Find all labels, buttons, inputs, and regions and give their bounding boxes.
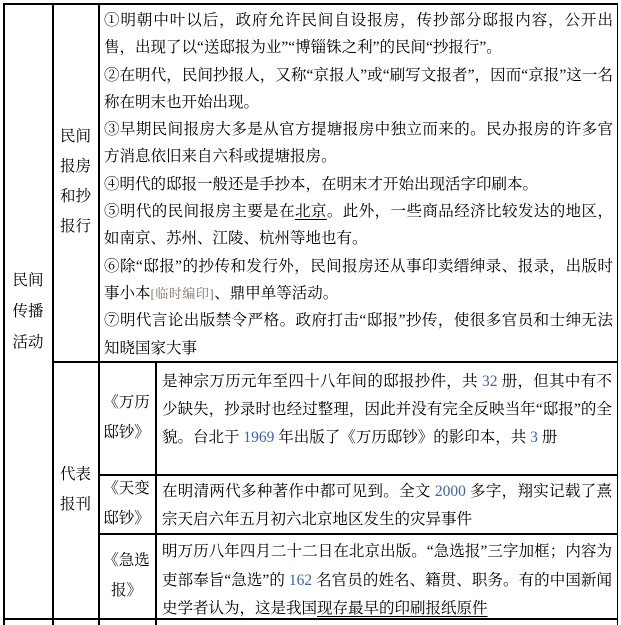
paper-name-line: 邸钞》 (103, 509, 150, 527)
group-label-line: 活动 (12, 333, 44, 351)
numbered-item-7 (104, 307, 613, 362)
section-label-cell-representative-papers (53, 362, 98, 617)
text-segment: 在明清两代多种著作中都可见到。全文 (162, 483, 435, 500)
text-segment: ⑤明代的民间报房主要是在 (104, 203, 296, 221)
text-segment: ②在明代，民间抄报人，又称“京报人”或“刷写文报者”，因而“京报”这一名称在明末也开始出现。 (104, 66, 613, 111)
text-segment: ⑥除“邸报”的抄传和发行外，民间报房还从事印卖缙绅录、报录，出版时事小本 (104, 257, 613, 302)
numeric-value: 1969 (243, 429, 275, 446)
paper-desc-cell-tianbian-dichao (162, 478, 612, 533)
text-segment: ④明代的邸报一般还是手抄本，在明末才开始出现活字印刷本。 (104, 175, 539, 193)
paper-name-cell-jixuanbao (99, 534, 154, 618)
numbered-item-2 (104, 62, 613, 117)
text-segment: ③早期民间报房大多是从官方提塘报房中独立而来的。民办报房的许多官方消息依旧来自六科或提塘报房。 (104, 121, 613, 166)
text-segment: 是神宗万历元年至四十八年间的邸报抄件，共 (162, 373, 483, 390)
underlined-text: 北京 (295, 203, 327, 221)
paper-name-cell-tianbian-dichao (99, 475, 154, 532)
numeric-value: 3 (530, 429, 538, 446)
paper-name-cell-wanli-dichao (99, 362, 154, 473)
numbered-item-3 (104, 116, 613, 171)
text-segment: 册 (537, 429, 558, 446)
numbered-item-1 (104, 7, 613, 62)
paper-name-line: 《天变 (103, 479, 150, 497)
numeric-value: 32 (482, 373, 498, 390)
numbered-item-5 (104, 198, 613, 253)
section-label-cell-private-newsrooms (53, 4, 98, 360)
label-line: 代表 (59, 465, 91, 483)
text-segment: 明万历八年四月二十二日在北京出版。“急选报”三字加框；内容为吏部奉旨“急选”的 (162, 543, 612, 589)
group-label-line: 传播 (12, 302, 44, 320)
paper-name-line: 邸钞》 (103, 423, 150, 441)
text-segment: ①明朝中叶以后，政府允许民间自设报房，传抄部分邸报内容，公开出售，出现了以“送邸报为业”“博锱铢之利”的民间“抄报行”。 (104, 12, 613, 57)
text-segment: 、鼎甲单等活动。 (214, 284, 339, 302)
label-line: 报房 (59, 158, 91, 175)
numbered-item-6 (104, 253, 613, 308)
row-divider-2 (98, 474, 618, 476)
inline-annotation: [临时编印] (150, 285, 215, 301)
row-group-cell-folk-communication (4, 4, 52, 618)
text-segment: 名官员的姓名、籍贯、职务。有的中国新闻史学者认为，这是我国 (162, 571, 612, 617)
group-label-line: 民间 (12, 271, 44, 289)
label-line: 和抄 (59, 188, 91, 205)
numeric-value: 162 (288, 571, 313, 589)
row-divider-3 (98, 533, 618, 535)
label-line: 报刊 (59, 495, 91, 513)
paper-name-line: 《万历 (103, 393, 150, 411)
table-border-right (617, 3, 619, 625)
text-segment: ⑦明代言论出版禁令严格。政府打击“邸报”抄传，使很多官员和士绅无法知晓国家大事 (104, 312, 613, 357)
label-line: 报行 (59, 218, 91, 235)
text-segment: 。此外，一些商品经济比较发达的地区，如南京、苏州、江陵、杭州等地也有。 (104, 203, 613, 248)
paper-name-line: 《急选 (103, 552, 150, 569)
text-segment: 年出版了《万历邸钞》的影印本，共 (274, 429, 531, 446)
paper-desc-cell-wanli-dichao (162, 368, 612, 472)
text-segment: 多字，翔实记载了熹宗天启六年五月初六北京地区发生的灾异事件 (162, 483, 612, 528)
label-line: 民间 (59, 128, 91, 145)
section-content-cell (104, 7, 613, 359)
text-segment: 册，但其中有不少缺失，抄录时也经过整理，因此并没有完全反映当年“邸报”的全貌。台北于 (162, 373, 612, 446)
paper-desc-cell-jixuanbao (162, 538, 612, 618)
underlined-text: 现存最早的印刷报纸原件 (317, 600, 488, 617)
numeric-value: 2000 (434, 483, 466, 500)
paper-name-line: 报》 (110, 582, 142, 599)
col-divider-3 (155, 361, 157, 625)
numbered-item-4 (104, 171, 613, 198)
